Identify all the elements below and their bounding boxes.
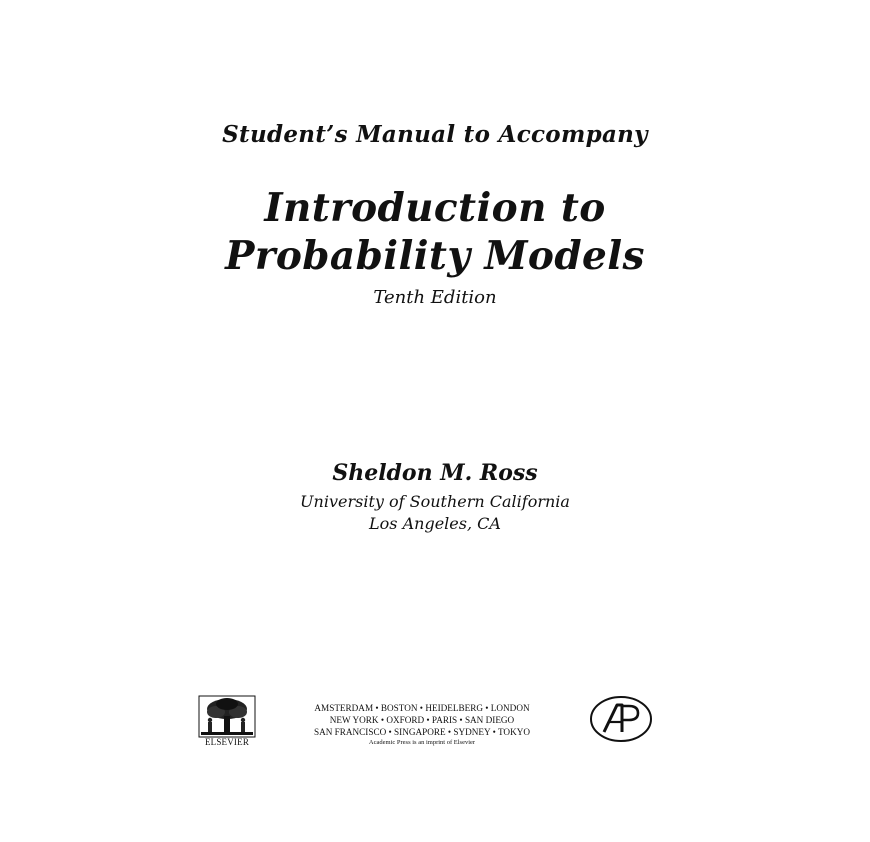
- affiliation-location: Los Angeles, CA: [369, 514, 501, 533]
- cities-line-1: AMSTERDAM • BOSTON • HEIDELBERG • LONDON: [314, 703, 530, 713]
- book-title-line-1: Introduction to: [264, 185, 606, 231]
- affiliation-university: University of Southern California: [300, 492, 570, 511]
- cities-line-2: NEW YORK • OXFORD • PARIS • SAN DIEGO: [329, 715, 515, 725]
- imprint-note: Academic Press is an imprint of Elsevier: [368, 739, 476, 746]
- cities-line-3: SAN FRANCISCO • SINGAPORE • SYDNEY • TOKYO: [314, 727, 530, 737]
- edition-label: Tenth Edition: [373, 287, 497, 308]
- publisher-cities: [274, 702, 570, 738]
- book-title: [0, 184, 870, 280]
- book-title-line-2: Probability Models: [225, 233, 645, 279]
- publisher-block: [196, 690, 666, 752]
- academic-press-logo-icon: [588, 694, 654, 744]
- book-subtitle: Student’s Manual to Accompany: [222, 121, 648, 148]
- elsevier-logo-word: ELSEVIER: [204, 737, 250, 747]
- author-name: Sheldon M. Ross: [332, 460, 538, 486]
